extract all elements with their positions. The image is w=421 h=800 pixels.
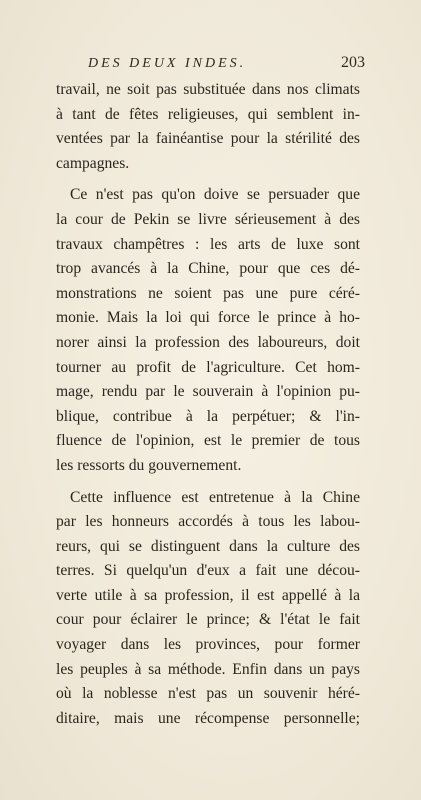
text-line: par les honneurs accordés à tous les labou- (56, 513, 360, 531)
body-text (56, 78, 360, 731)
paragraph (56, 486, 360, 732)
text-line: terres. Si quelqu'un d'eux a fait une décou- (56, 562, 360, 580)
text-line: ventées par la fainéantise pour la stérilité des (56, 130, 360, 148)
text-line: tourner au profit de l'agriculture. Cet hom- (56, 358, 360, 376)
text-line: les ressorts du gouvernement. (56, 456, 242, 474)
text-line: cour pour éclairer le prince; & l'état le fait (56, 611, 360, 629)
text-line: verte utile à sa profession, il est appellé à la (56, 586, 360, 604)
text-line: Cette influence est entretenue à la Chine (70, 488, 360, 506)
paragraph (56, 183, 360, 478)
text-line: trop avancés à la Chine, pour que ces dé- (56, 260, 360, 278)
text-line: travail, ne soit pas substituée dans nos climats (56, 81, 360, 98)
text-line: voyager dans les provinces, pour former (56, 636, 360, 654)
text-line: fluence de l'opinion, est le premier de tous (56, 432, 360, 450)
text-line: travaux champêtres : les arts de luxe sont (56, 235, 360, 253)
text-line: norer ainsi la profession des laboureurs, doit (56, 333, 360, 351)
text-line: campagnes. (56, 154, 130, 172)
page-header (0, 56, 421, 78)
text-line: les peuples à sa méthode. Enfin dans un pays (56, 660, 360, 678)
text-line: ditaire, mais une récompense personnelle; (56, 709, 360, 727)
text-line: la cour de Pekin se livre sérieusement à des (56, 210, 360, 228)
text-line: monstrations ne soient pas une pure céré- (56, 284, 360, 302)
text-line: Ce n'est pas qu'on doive se persuader que (70, 186, 360, 204)
text-line: monie. Mais la loi qui force le prince à ho- (56, 309, 360, 327)
text-line: mage, rendu par le souverain à l'opinion pu- (56, 383, 360, 401)
page-number: 203 (341, 54, 365, 71)
paragraph (56, 78, 360, 176)
text-line: où la noblesse n'est pas un souvenir héré- (56, 685, 360, 703)
text-line: à tant de fêtes religieuses, qui semblent in- (56, 105, 360, 123)
running-head: DES DEUX INDES. (88, 56, 247, 71)
text-line: blique, contribue à la perpétuer; & l'in- (56, 407, 360, 425)
text-line: reurs, qui se distinguent dans la culture des (56, 537, 360, 555)
